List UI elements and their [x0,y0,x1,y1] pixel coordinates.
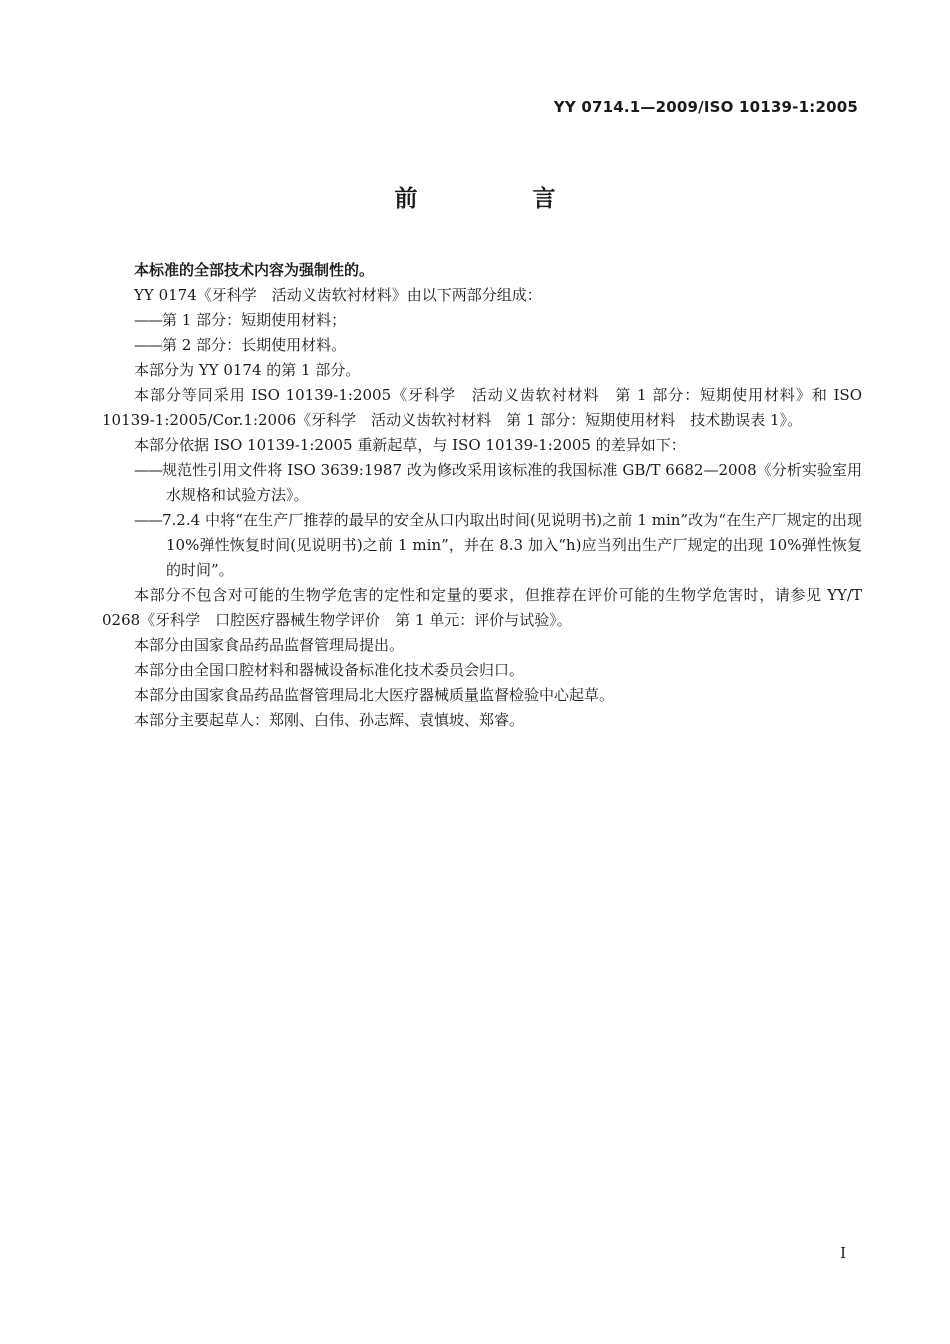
foreword-body [102,258,862,733]
paragraph: YY 0174《牙科学 活动义齿软衬材料》由以下两部分组成： [134,286,542,304]
page-title: 前 言 [394,186,602,212]
dash-marker: —— [134,311,162,329]
dash-marker: —— [134,511,162,529]
standard-code: YY 0714.1—2009/ISO 10139-1:2005 [553,98,858,116]
paragraph: 本部分不包含对可能的生物学危害的定性和定量的要求，但推荐在评价可能的生物学危害时，请参见 YY/T 0268《牙科学 口腔医疗器械生物学评价 第 1 单元：评价与试验》。 [102,586,862,629]
paragraph: 本部分由全国口腔材料和器械设备标准化技术委员会归口。 [134,661,525,679]
list-item [102,308,862,333]
list-item-text: 7.2.4 中将“在生产厂推荐的最早的安全从口内取出时间(见说明书)之前 1 min”改为“在生产厂规定的出现 10%弹性恢复时间(见说明书)之前 1 min”，并在 8.3 加入“h)应当列出生产厂规定的出现 10%弹性恢复的时间”。 [162,511,862,579]
list-item [102,333,862,358]
list-item [102,508,862,583]
paragraph: 本部分等同采用 ISO 10139-1:2005《牙科学 活动义齿软衬材料 第 1 部分：短期使用材料》和 ISO 10139-1:2005/Cor.1:2006《牙科学 活动义齿软衬材料 第 1 部分：短期使用材料 技术勘误表 1》。 [102,386,862,429]
paragraph: 本部分主要起草人：郑刚、白伟、孙志辉、袁慎坡、郑睿。 [134,711,525,729]
list-item-text: 第 2 部分：长期使用材料。 [162,336,347,354]
paragraph: 本部分由国家食品药品监督管理局提出。 [134,636,405,654]
paragraph: 本部分依据 ISO 10139-1:2005 重新起草，与 ISO 10139-1:2005 的差异如下： [134,436,686,454]
page-number: I [840,1244,846,1262]
paragraph: 本部分为 YY 0174 的第 1 部分。 [134,361,361,379]
dash-marker: —— [134,461,162,479]
paragraph: 本标准的全部技术内容为强制性的。 [134,261,375,279]
list-item-text: 规范性引用文件将 ISO 3639:1987 改为修改采用该标准的我国标准 GB/T 6682—2008《分析实验室用水规格和试验方法》。 [162,461,862,504]
dash-marker: —— [134,336,162,354]
list-item-text: 第 1 部分：短期使用材料； [162,311,347,329]
paragraph: 本部分由国家食品药品监督管理局北大医疗器械质量监督检验中心起草。 [134,686,615,704]
list-item [102,458,862,508]
